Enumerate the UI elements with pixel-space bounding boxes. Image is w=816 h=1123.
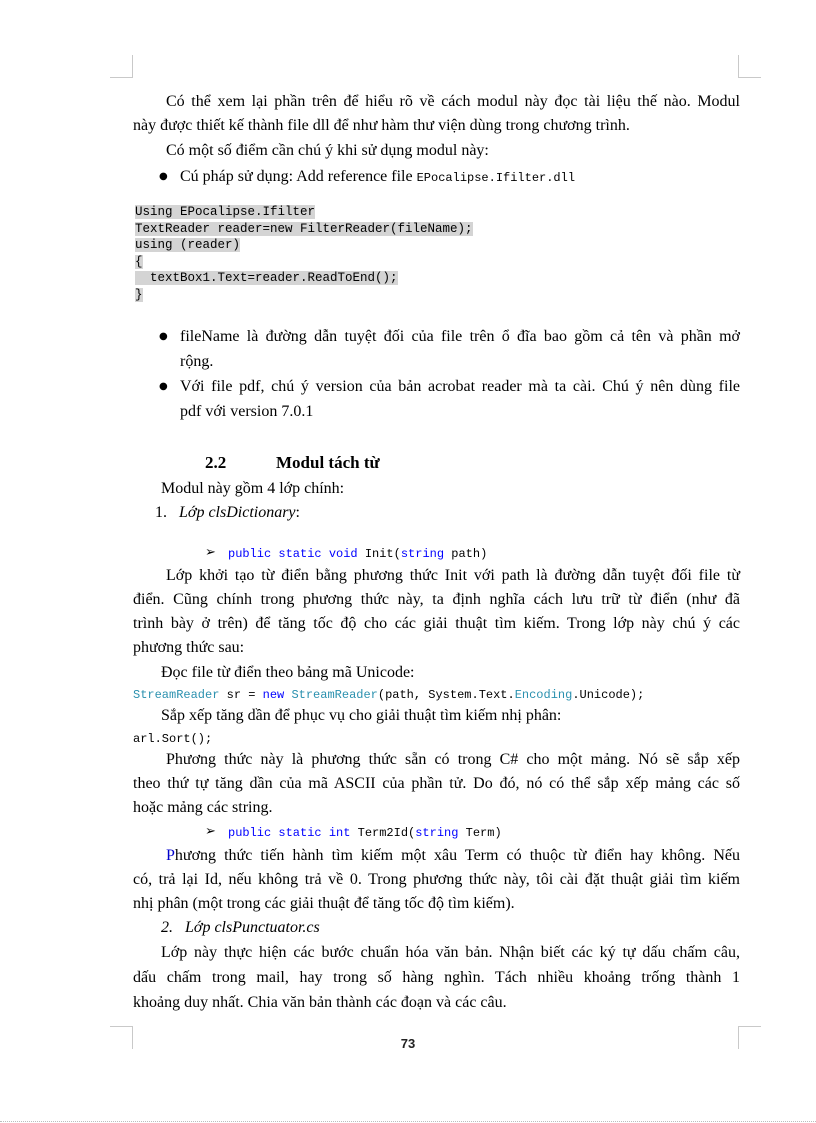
list-item-1-suffix: : (295, 504, 300, 521)
section-intro: Modul này gồm 4 lớp chính: (161, 480, 345, 497)
arrow-bullet-icon: ➢ (205, 545, 216, 560)
bullet-filename-line-2: rộng. (180, 353, 214, 370)
init-line-1: Lớp khởi tạo từ điển bằng phương thức Init với path là đường dẫn tuyệt đối file từ (166, 567, 740, 584)
method-signature-init: public static void Init(string path) (228, 547, 488, 561)
bullet-dot-icon: ● (159, 381, 168, 392)
list-item-2 (161, 918, 320, 938)
list-item-1 (155, 503, 300, 523)
code-sort: arl.Sort(); (133, 732, 213, 746)
bullet-pdf-line-1: Với file pdf, chú ý version của bản acrobat reader mà ta cài. Chú ý nên dùng file (180, 378, 740, 395)
sort-para-line-1: Phương thức này là phương thức sẵn có trong C# cho một mảng. Nó sẽ sắp xếp (166, 751, 740, 768)
code-line-2: TextReader reader=new FilterReader(fileName); (135, 221, 473, 236)
init-line-4: phương thức sau: (133, 639, 245, 656)
intro-line-1: Có thể xem lại phần trên để hiểu rõ về cách modul này đọc tài liệu thế nào. Modul (166, 93, 740, 110)
bullet-pdf-line-2: pdf với version 7.0.1 (180, 403, 314, 420)
section-number: 2.2 (205, 453, 227, 472)
sort-text: Sắp xếp tăng dần để phục vụ cho giải thuật tìm kiếm nhị phân: (161, 707, 562, 724)
sort-para-line-3: hoặc mảng các string. (133, 799, 273, 816)
code-stream-reader: StreamReader sr = new StreamReader(path, System.Text.Encoding.Unicode); (133, 688, 645, 702)
bullet-syntax-file: EPocalipse.Ifilter.dll (416, 171, 576, 185)
list-item-2-label: Lớp clsPunctuator.cs (185, 919, 320, 936)
list-item-2-number: 2. (161, 919, 173, 936)
bullet-syntax (180, 167, 575, 188)
bullet-filename-line-1: fileName là đường dẫn tuyệt đối của file trên ổ đĩa bao gồm cả tên và phần mở (180, 328, 740, 345)
punct-para-line-1: Lớp này thực hiện các bước chuẩn hóa văn bản. Nhận biết các ký tự dấu chấm câu, (161, 944, 740, 961)
intro-line-2: này được thiết kế thành file dll để như hàm thư viện dùng trong chương trình. (133, 117, 630, 134)
code-line-3: using (reader) (135, 238, 241, 252)
code-line-4: { (135, 254, 143, 269)
list-item-1-label: Lớp clsDictionary (179, 504, 296, 521)
crop-mark-top-right (738, 55, 761, 78)
code-line-6: } (135, 287, 143, 302)
page-bottom-border (0, 1121, 816, 1122)
crop-mark-top-left (110, 55, 133, 78)
intro-line-3: Có một số điểm cần chú ý khi sử dụng modul này: (166, 142, 489, 159)
term-para-line-3: nhị phân (một trong các giải thuật để tăng tốc độ tìm kiếm). (133, 895, 515, 912)
list-item-1-number: 1. (155, 504, 167, 521)
code-line-5: textBox1.Text=reader.ReadToEnd(); (135, 271, 398, 285)
bullet-syntax-text: Cú pháp sử dụng: Add reference file (180, 168, 417, 185)
term-para-line-1: Phương thức tiến hành tìm kiếm một xâu Term có thuộc từ điển hay không. Nếu (166, 847, 740, 864)
bullet-dot-icon: ● (159, 171, 168, 182)
term-para-line-2: có, trả lại Id, nếu không trả về 0. Trong phương thức này, tôi cài đặt thuật giải tìm kiếm (133, 871, 740, 888)
init-line-2: điển. Cũng chính trong phương thức này, ta định nghĩa cách lưu trữ từ điển (như đã (133, 591, 740, 608)
bullet-dot-icon: ● (159, 331, 168, 342)
arrow-bullet-icon: ➢ (205, 824, 216, 839)
code-block (135, 204, 473, 303)
method-signature-term2id: public static int Term2Id(string Term) (228, 826, 502, 840)
section-title: Modul tách từ (276, 453, 380, 472)
punct-para-line-2: dấu chấm trong mail, hay trong số hàng nghìn. Tách nhiều khoảng trống thành 1 (133, 969, 740, 986)
init-line-3: trình bày ở trên) để tăng tốc độ cho các giải thuật tìm kiếm. Trong lớp này chú ý các (133, 615, 740, 632)
code-line-1: Using EPocalipse.Ifilter (135, 205, 316, 219)
punct-para-line-3: khoảng duy nhất. Chia văn bản thành các đoạn và các câu. (133, 994, 507, 1011)
read-unicode-text: Đọc file từ điển theo bảng mã Unicode: (161, 664, 415, 681)
page-number: 73 (400, 1036, 416, 1051)
sort-para-line-2: theo thứ tự tăng dần của mã ASCII của phần tử. Do đó, nó có thể sắp xếp mảng các số (133, 775, 740, 792)
